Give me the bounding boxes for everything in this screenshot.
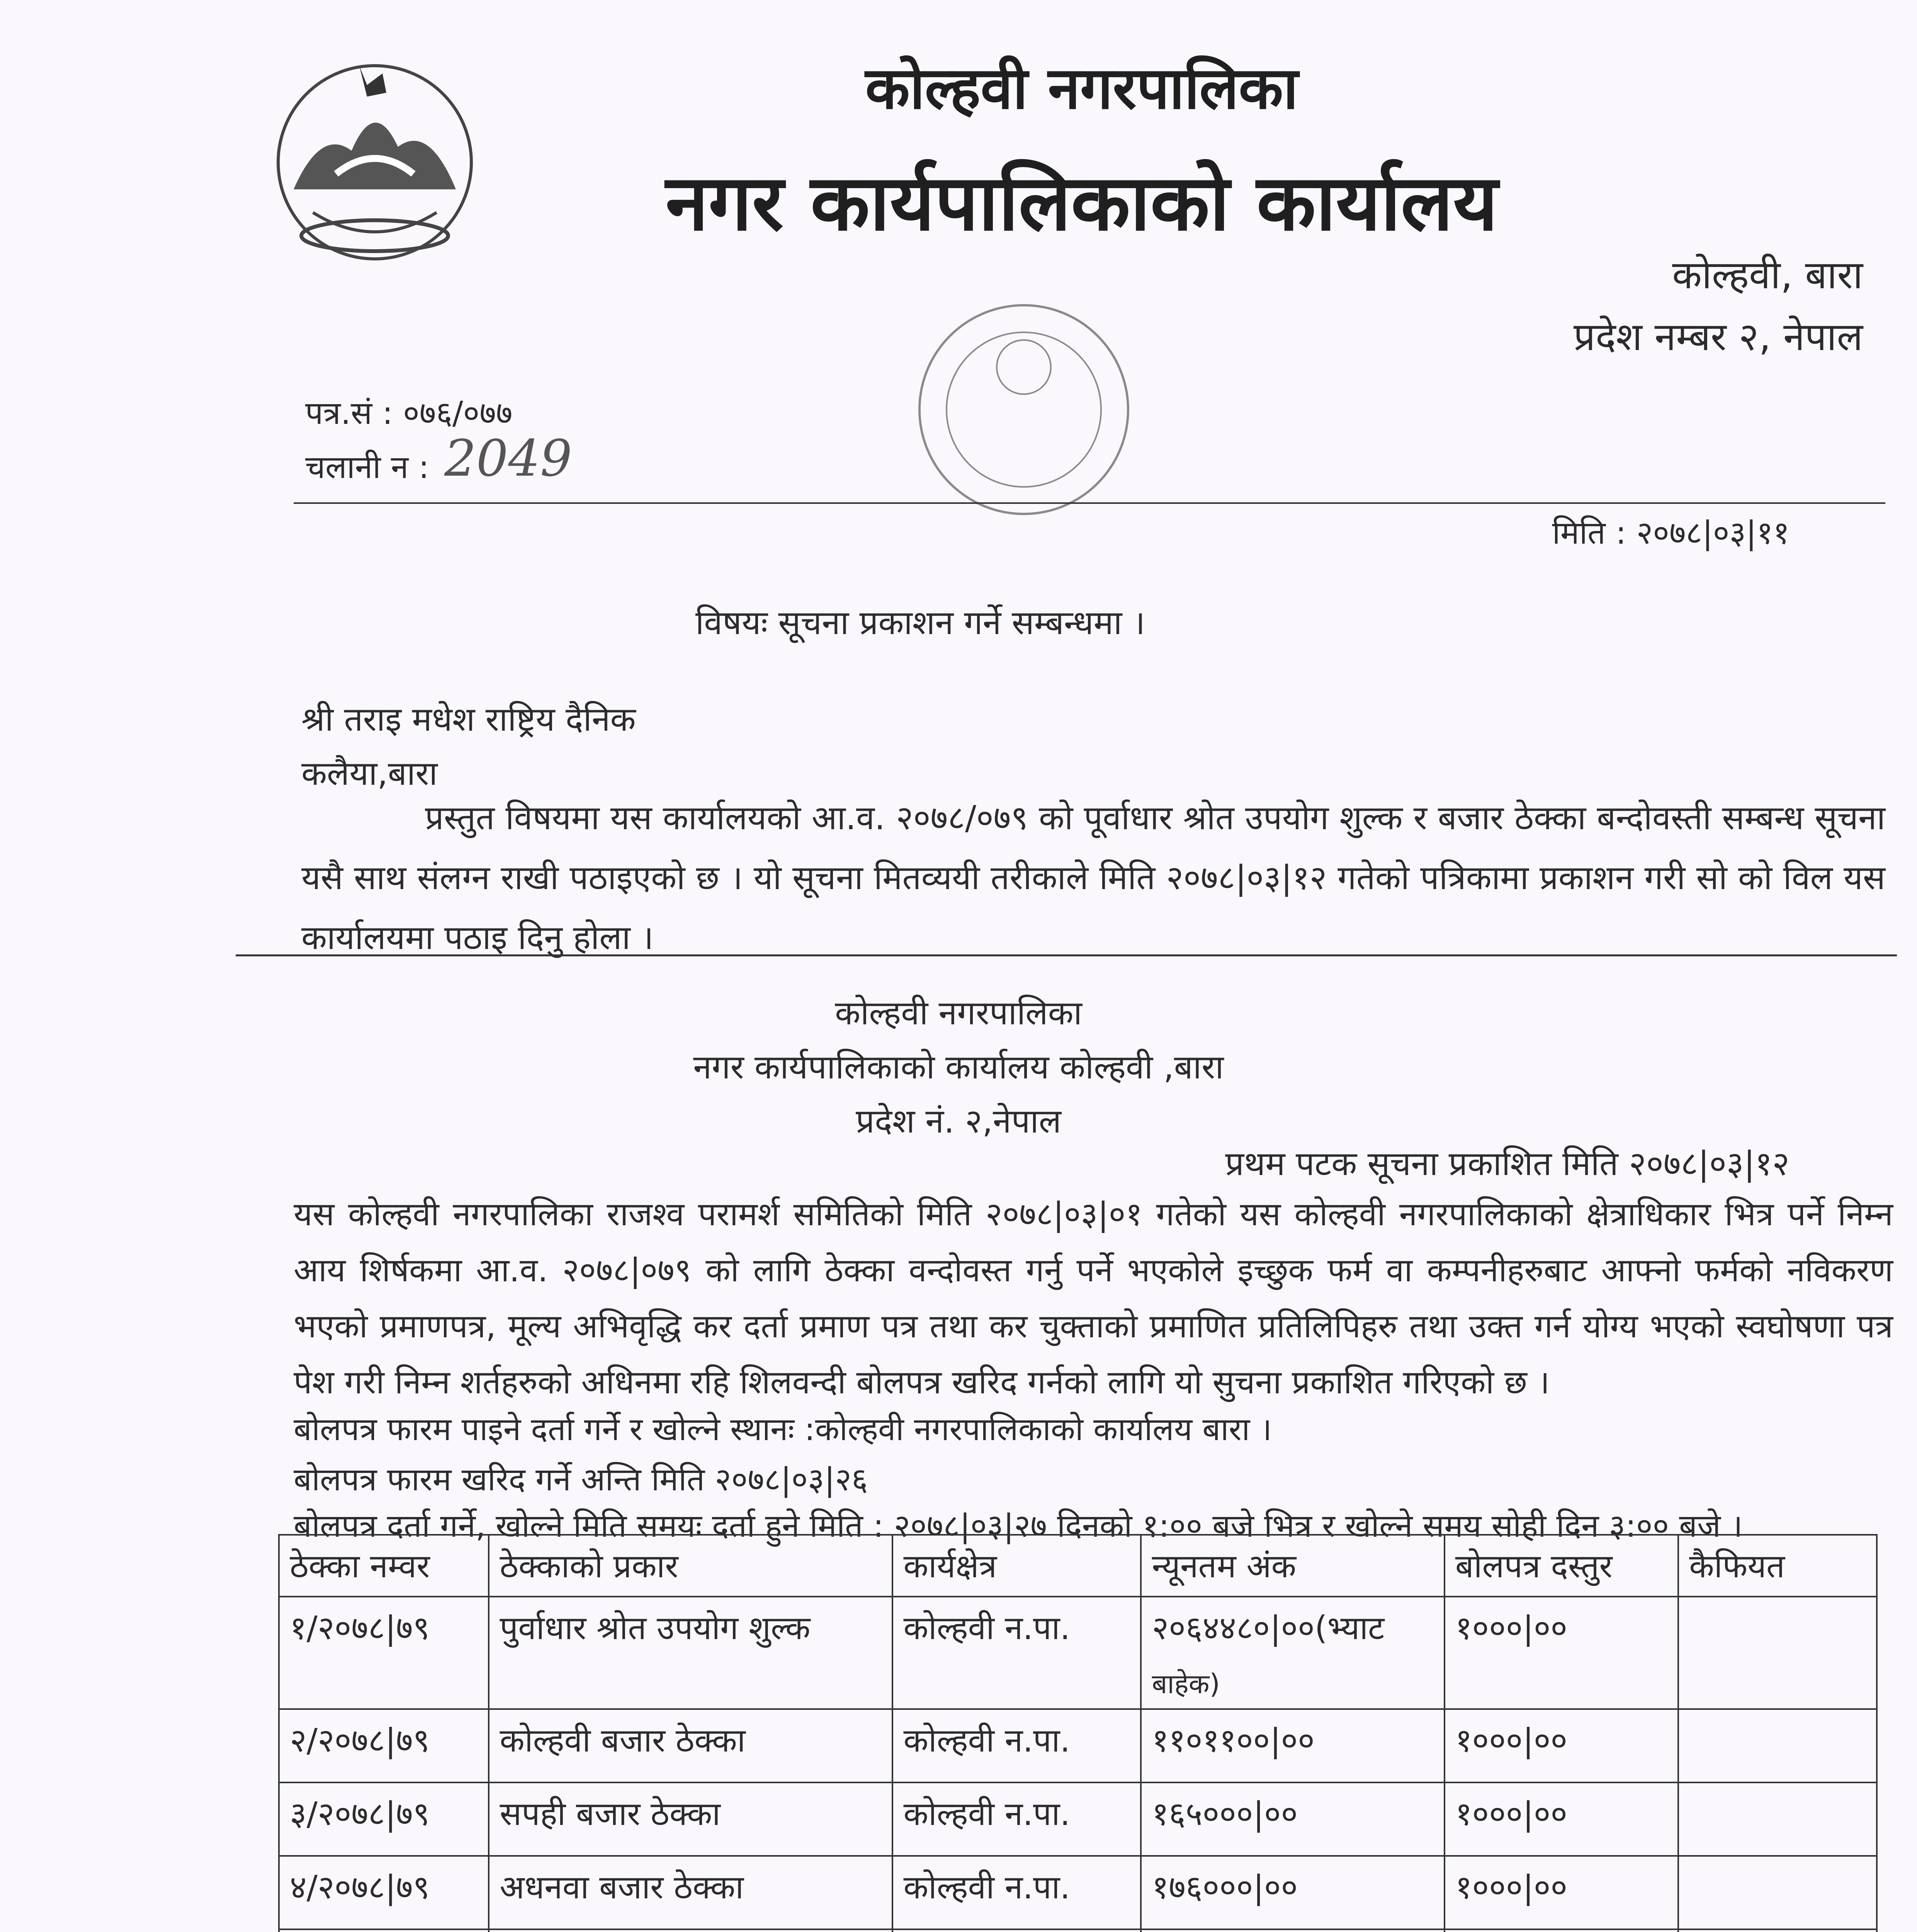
header-divider — [294, 502, 1885, 504]
recipient-address: कलैया,बारा — [301, 754, 438, 793]
cell-fee: १०००|०० — [1445, 1782, 1679, 1856]
notice-title: कोल्हवी नगरपालिका — [835, 994, 1082, 1032]
cell-min-value: २०६४४८०|००(भ्याट — [1152, 1609, 1385, 1647]
col-header-contract-no: ठेक्का नम्वर — [279, 1535, 489, 1597]
notice-info-opening: बोलपत्र दर्ता गर्ने, खोल्ने मिति समयः दर्ता हुने मिति : २०७८|०३|२७ दिनको १:०० बजे भित्र र खोल्ने समय सोही दिन ३:०० बजे । — [294, 1508, 1743, 1544]
notice-publish-date: प्रथम पटक सूचना प्रकाशित मिति २०७८|०३|१२ — [1225, 1145, 1790, 1183]
cell-area: कोल्हवी न.पा. — [892, 1782, 1141, 1856]
address-province: प्रदेश नम्बर २, नेपाल — [1573, 314, 1863, 359]
cell-remarks — [1678, 1856, 1877, 1929]
cell-remarks — [1678, 1597, 1877, 1709]
cell-remarks — [1678, 1782, 1877, 1856]
cell-fee: १०००|०० — [1445, 1597, 1679, 1709]
letter-subject: विषयः सूचना प्रकाशन गर्ने सम्बन्धमा । — [695, 604, 1145, 642]
nepal-emblem-logo — [267, 50, 483, 267]
col-header-contract-type: ठेक्काको प्रकार — [489, 1535, 892, 1597]
cell-type — [489, 1929, 892, 1932]
col-header-area: कार्यक्षेत्र — [892, 1535, 1141, 1597]
cell-area: कोल्हवी न.पा. — [892, 1597, 1141, 1709]
dispatch-label: चलानी न : — [305, 449, 429, 486]
cell-area — [892, 1929, 1141, 1932]
cell-fee: १०००|०० — [1445, 1856, 1679, 1929]
cell-type: पुर्वाधार श्रोत उपयोग शुल्क — [489, 1597, 892, 1709]
cell-remarks — [1678, 1929, 1877, 1932]
cell-no: ४/२०७८|७९ — [279, 1856, 489, 1929]
col-header-fee: बोलपत्र दस्तुर — [1445, 1535, 1679, 1597]
office-round-stamp — [900, 290, 1147, 529]
cell-area: कोल्हवी न.पा. — [892, 1709, 1141, 1782]
cell-type: सपही बजार ठेक्का — [489, 1782, 892, 1856]
dispatch-number-handwritten: 2049 — [444, 429, 572, 488]
table-row — [279, 1597, 1877, 1709]
cell-min: १७६०००|०० — [1141, 1856, 1444, 1929]
notice-subtitle: नगर कार्यपालिकाको कार्यालय कोल्हवी ,बारा — [693, 1048, 1224, 1087]
cell-area: कोल्हवी न.पा. — [892, 1856, 1141, 1929]
notice-info-location: बोलपत्र फारम पाइने दर्ता गर्ने र खोल्ने स्थानः :कोल्हवी नगरपालिकाको कार्यालय बारा । — [294, 1411, 1272, 1448]
recipient-name: श्री तराइ मधेश राष्ट्रिय दैनिक — [301, 700, 636, 739]
reference-number: पत्र.सं : ०७६/०७७ — [305, 395, 513, 432]
section-divider — [236, 954, 1897, 956]
notice-province: प्रदेश नं. २,नेपाल — [855, 1102, 1062, 1141]
cell-min: ११०११००|०० — [1141, 1709, 1444, 1782]
letter-date: मिति : २०७८|०३|११ — [1552, 515, 1790, 551]
cell-min — [1141, 1597, 1444, 1709]
cell-no: २/२०७८|७९ — [279, 1709, 489, 1782]
office-name: नगर कार्यपालिकाको कार्यालय — [665, 158, 1498, 248]
cell-min — [1141, 1929, 1444, 1932]
municipality-name: कोल्हवी नगरपालिका — [865, 55, 1298, 122]
cell-no: ३/२०७८|७९ — [279, 1782, 489, 1856]
notice-paragraph: यस कोल्हवी नगरपालिका राजश्व परामर्श समितिको मिति २०७८|०३|०१ गतेको यस कोल्हवी नगरपालिकाको क्षेत्राधिकार भित्र पर्ने निम्न आय शिर्षकमा आ.व. २०७८|०७९ को लागि ठेक्का वन्दोवस्त गर्नु पर्ने भएकोले इच्छुक फर्म वा कम्पनीहरुबाट आफ्नो फर्मको नविकरण भएको प्रमाणपत्र, मूल्य अभिवृद्धि कर दर्ता प्रमाण पत्र तथा कर चुक्ताको प्रमाणित प्रतिलिपिहरु तथा उक्त गर्न योग्य भएको स्वघोषणा पत्र पेश गरी निम्न शर्तहरुको अधिनमा रहि शिलवन्दी बोलपत्र खरिद गर्नको लागि यो सुचना प्रकाशित गरिएको छ । — [294, 1195, 1893, 1401]
notice-info-deadline: बोलपत्र फारम खरिद गर्ने अन्ति मिति २०७८|०३|२६ — [294, 1461, 868, 1498]
address-city: कोल्हवी, बारा — [1672, 252, 1863, 298]
cell-type: कोल्हवी बजार ठेक्का — [489, 1709, 892, 1782]
cell-no: १/२०७८|७९ — [279, 1597, 489, 1709]
cell-no — [279, 1929, 489, 1932]
cell-type: अधनवा बजार ठेक्का — [489, 1856, 892, 1929]
cell-fee: १०००|०० — [1445, 1709, 1679, 1782]
col-header-remarks: कैफियत — [1678, 1535, 1877, 1597]
tender-table — [278, 1534, 1878, 1932]
cell-remarks — [1678, 1709, 1877, 1782]
letter-body: प्रस्तुत विषयमा यस कार्यालयको आ.व. २०७८/०७९ को पूर्वाधार श्रोत उपयोग शुल्क र बजार ठेक्का बन्दोवस्ती सम्बन्ध सूचना यसै साथ संलग्न राखी पठाइएको छ । यो सूचना मितव्ययी तरीकाले मिति २०७८|०३|१२ गतेको पत्रिकामा प्रकाशन गरी सो को विल यस कार्यालयमा पठाइ दिनु होला । — [301, 799, 1885, 957]
cell-min-note: बाहेक) — [1152, 1668, 1220, 1700]
table-row — [279, 1782, 1877, 1856]
cell-min: १६५०००|०० — [1141, 1782, 1444, 1856]
col-header-min-amount: न्यूनतम अंक — [1141, 1535, 1444, 1597]
cell-fee — [1445, 1929, 1679, 1932]
table-row — [279, 1929, 1877, 1932]
table-row — [279, 1856, 1877, 1929]
table-header-row — [279, 1535, 1877, 1597]
table-row — [279, 1709, 1877, 1782]
